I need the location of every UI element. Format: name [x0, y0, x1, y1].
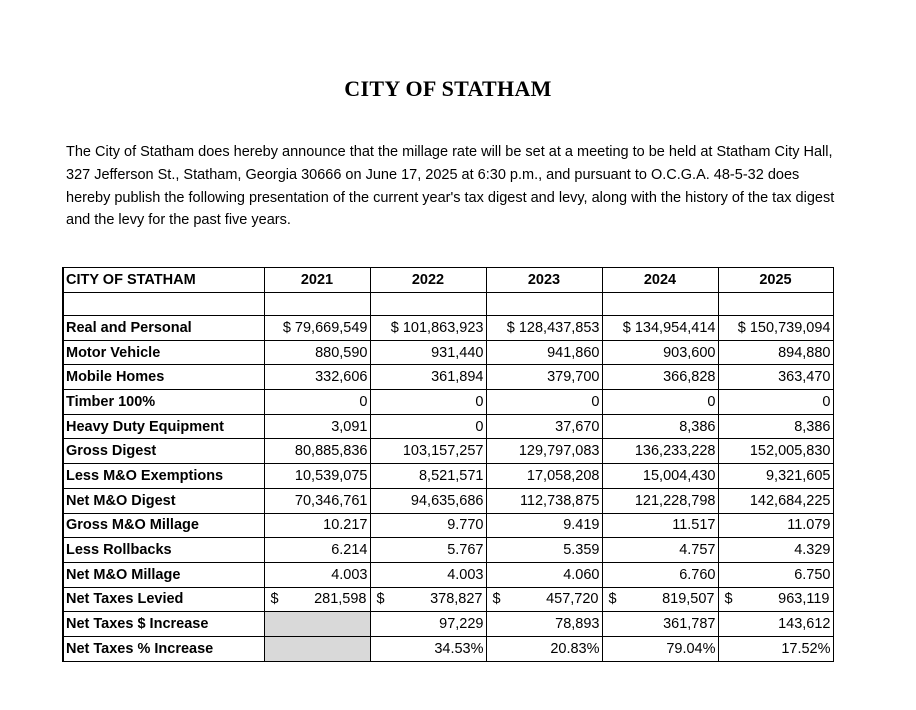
value-cell: 6.214 — [264, 538, 370, 563]
value-cell: 8,386 — [602, 414, 718, 439]
levied-amount: 963,119 — [778, 591, 830, 608]
currency-symbol: $ — [492, 591, 501, 608]
year-header-2025: 2025 — [718, 268, 833, 293]
empty-shaded-cell — [264, 612, 370, 637]
value-cell: 17.52% — [718, 636, 833, 661]
currency-amount — [489, 588, 600, 610]
blank-row — [63, 293, 833, 316]
value-cell: 363,470 — [718, 365, 833, 390]
value-cell: 80,885,836 — [264, 439, 370, 464]
currency-symbol: $ — [270, 591, 279, 608]
currency-symbol: $ — [724, 591, 733, 608]
blank-cell — [264, 293, 370, 316]
value-cell: 17,058,208 — [486, 464, 602, 489]
value-cell: 3,091 — [264, 414, 370, 439]
currency-amount — [373, 588, 484, 610]
value-cell: 9.770 — [370, 513, 486, 538]
value-cell: 6.760 — [602, 562, 718, 587]
value-cell: 142,684,225 — [718, 488, 833, 513]
value-cell: 361,894 — [370, 365, 486, 390]
value-cell: 20.83% — [486, 636, 602, 661]
year-header-2023: 2023 — [486, 268, 602, 293]
value-cell: 4.757 — [602, 538, 718, 563]
value-cell: $ 134,954,414 — [602, 316, 718, 341]
blank-cell — [486, 293, 602, 316]
intro-paragraph: The City of Statham does hereby announce that the millage rate will be set at a meeting to be held at Statham City Hall, 327 Jefferson St., Statham, Georgia 30666 on June 17, 2025 at 6:30 p.m., and pursuant to O.C.G.A. 48-5-32 does hereby publish the following presentation of the current year's tax digest and levy, along with the history of the tax digest and the levy for the past five years. — [66, 144, 835, 229]
value-cell: $ 128,437,853 — [486, 316, 602, 341]
row-label: Net Taxes Levied — [63, 587, 264, 612]
currency-symbol: $ — [376, 591, 385, 608]
value-cell: 94,635,686 — [370, 488, 486, 513]
tax-digest-table — [62, 267, 834, 662]
value-cell: 136,233,228 — [602, 439, 718, 464]
value-cell: 4.329 — [718, 538, 833, 563]
year-header-2024: 2024 — [602, 268, 718, 293]
value-cell: 143,612 — [718, 612, 833, 637]
row-label: Net Taxes $ Increase — [63, 612, 264, 637]
row-label: Less M&O Exemptions — [63, 464, 264, 489]
levied-amount: 281,598 — [314, 591, 367, 608]
table-row-net-taxes-levied — [63, 587, 833, 612]
table-row — [63, 488, 833, 513]
table-row-net-taxes-dollar-increase — [63, 612, 833, 637]
value-cell: 379,700 — [486, 365, 602, 390]
value-cell: 15,004,430 — [602, 464, 718, 489]
value-cell: 103,157,257 — [370, 439, 486, 464]
table-row — [63, 414, 833, 439]
levied-cell — [718, 587, 833, 612]
table-row — [63, 365, 833, 390]
blank-cell — [718, 293, 833, 316]
value-cell: 0 — [602, 390, 718, 415]
currency-symbol: $ — [608, 591, 617, 608]
value-cell: $ 101,863,923 — [370, 316, 486, 341]
value-cell: 8,386 — [718, 414, 833, 439]
table-row — [63, 513, 833, 538]
value-cell: 6.750 — [718, 562, 833, 587]
table-row-net-taxes-percent-increase — [63, 636, 833, 661]
row-label: Heavy Duty Equipment — [63, 414, 264, 439]
currency-amount — [721, 588, 831, 610]
value-cell: 5.767 — [370, 538, 486, 563]
currency-amount — [267, 588, 368, 610]
value-cell: 79.04% — [602, 636, 718, 661]
value-cell: 8,521,571 — [370, 464, 486, 489]
levied-cell — [486, 587, 602, 612]
blank-cell — [602, 293, 718, 316]
table-row — [63, 464, 833, 489]
table-row — [63, 340, 833, 365]
document-title: CITY OF STATHAM — [344, 76, 552, 101]
blank-cell — [370, 293, 486, 316]
levied-cell — [602, 587, 718, 612]
row-label: Motor Vehicle — [63, 340, 264, 365]
value-cell: 129,797,083 — [486, 439, 602, 464]
table-row — [63, 316, 833, 341]
value-cell: 4.003 — [264, 562, 370, 587]
value-cell: 941,860 — [486, 340, 602, 365]
row-label: Net M&O Digest — [63, 488, 264, 513]
value-cell: 880,590 — [264, 340, 370, 365]
value-cell: 97,229 — [370, 612, 486, 637]
row-label: Net Taxes % Increase — [63, 636, 264, 661]
table-row — [63, 538, 833, 563]
empty-shaded-cell — [264, 636, 370, 661]
levied-cell — [264, 587, 370, 612]
table-header-label: CITY OF STATHAM — [63, 268, 264, 293]
value-cell: 0 — [718, 390, 833, 415]
currency-amount — [605, 588, 716, 610]
value-cell: 0 — [370, 390, 486, 415]
value-cell: $ 79,669,549 — [264, 316, 370, 341]
levied-amount: 378,827 — [430, 591, 483, 608]
year-header-2022: 2022 — [370, 268, 486, 293]
value-cell: 4.003 — [370, 562, 486, 587]
row-label: Timber 100% — [63, 390, 264, 415]
row-label: Gross M&O Millage — [63, 513, 264, 538]
row-label: Real and Personal — [63, 316, 264, 341]
table-header-row — [63, 268, 833, 293]
value-cell: 34.53% — [370, 636, 486, 661]
year-header-2021: 2021 — [264, 268, 370, 293]
value-cell: 5.359 — [486, 538, 602, 563]
value-cell: 70,346,761 — [264, 488, 370, 513]
value-cell: 78,893 — [486, 612, 602, 637]
blank-cell — [63, 293, 264, 316]
value-cell: 0 — [370, 414, 486, 439]
value-cell: 894,880 — [718, 340, 833, 365]
row-label: Gross Digest — [63, 439, 264, 464]
value-cell: 361,787 — [602, 612, 718, 637]
value-cell: 11.079 — [718, 513, 833, 538]
row-label: Mobile Homes — [63, 365, 264, 390]
value-cell: 37,670 — [486, 414, 602, 439]
table-row — [63, 439, 833, 464]
levied-cell — [370, 587, 486, 612]
value-cell: 4.060 — [486, 562, 602, 587]
value-cell: 9.419 — [486, 513, 602, 538]
value-cell: 152,005,830 — [718, 439, 833, 464]
row-label: Net M&O Millage — [63, 562, 264, 587]
value-cell: 112,738,875 — [486, 488, 602, 513]
levied-amount: 457,720 — [546, 591, 599, 608]
value-cell: 0 — [264, 390, 370, 415]
value-cell: 366,828 — [602, 365, 718, 390]
table-row — [63, 562, 833, 587]
value-cell: $ 150,739,094 — [718, 316, 833, 341]
value-cell: 121,228,798 — [602, 488, 718, 513]
table-row — [63, 390, 833, 415]
value-cell: 10.217 — [264, 513, 370, 538]
value-cell: 903,600 — [602, 340, 718, 365]
value-cell: 332,606 — [264, 365, 370, 390]
levied-amount: 819,507 — [662, 591, 715, 608]
value-cell: 931,440 — [370, 340, 486, 365]
value-cell: 10,539,075 — [264, 464, 370, 489]
value-cell: 11.517 — [602, 513, 718, 538]
value-cell: 9,321,605 — [718, 464, 833, 489]
value-cell: 0 — [486, 390, 602, 415]
row-label: Less Rollbacks — [63, 538, 264, 563]
